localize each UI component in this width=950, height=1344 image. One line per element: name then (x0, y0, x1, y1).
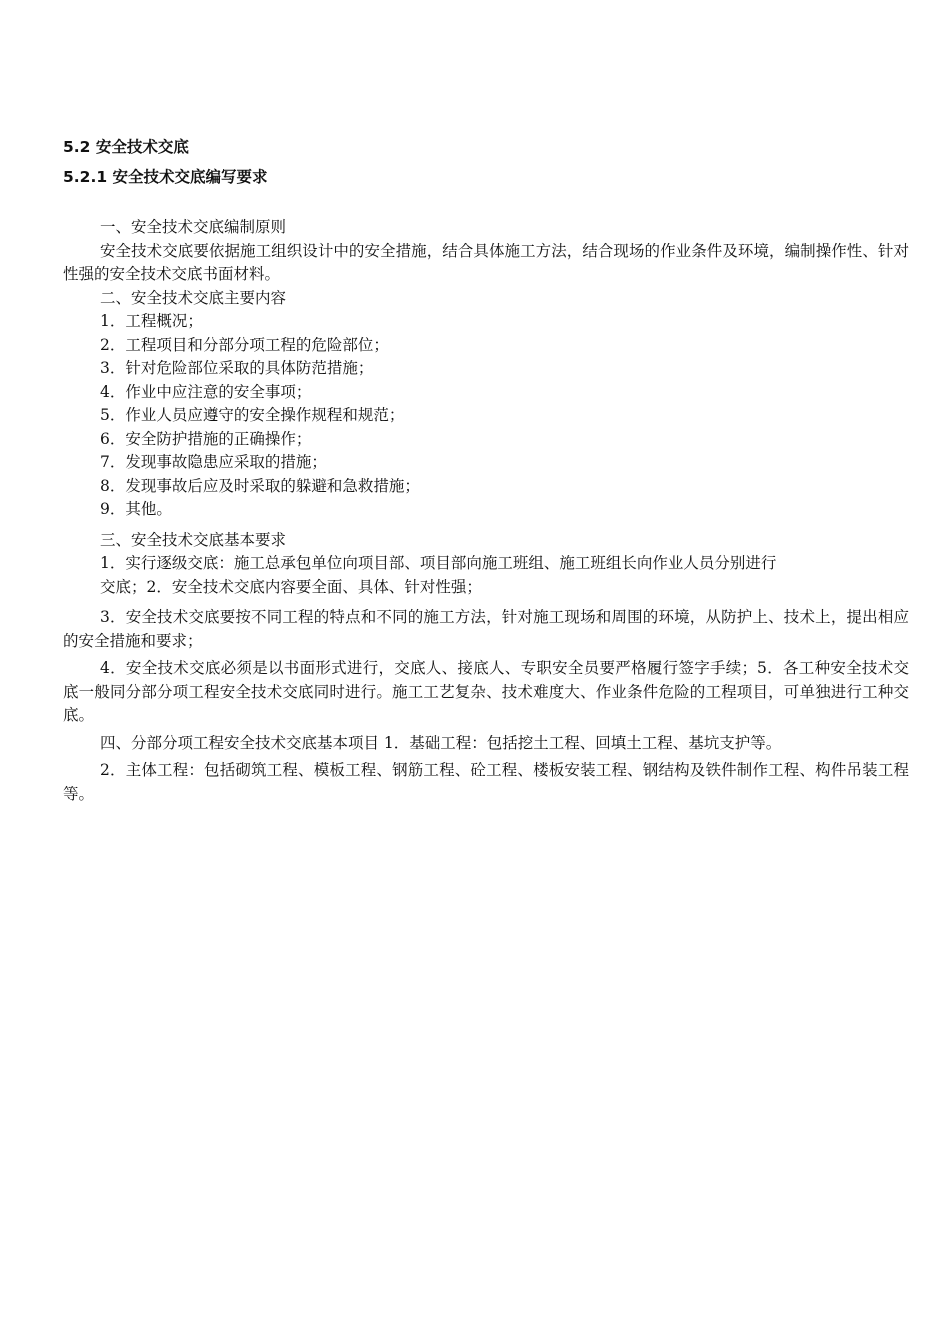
requirement-4: 4．安全技术交底必须是以书面形式进行，交底人、接底人、专职安全员要严格履行签字手续；5．各工种安全技术交底一般同分部分项工程安全技术交底同时进行。施工工艺复杂、技术难度大、作业条件危险的工程项目，可单独进行工种交底。 (63, 659, 909, 724)
list-item: 7．发现事故隐患应采取的措施； (100, 453, 327, 471)
section-4-intro: 四、分部分项工程安全技术交底基本项目 1．基础工程：包括挖土工程、回填土工程、基坑支护等。 (100, 733, 782, 752)
list-item: 5．作业人员应遵守的安全操作规程和规范； (100, 406, 405, 424)
document-body (63, 216, 909, 806)
section-1-paragraph: 安全技术交底要依据施工组织设计中的安全措施，结合具体施工方法，结合现场的作业条件及环境，编制操作性、针对性强的安全技术交底书面材料。 (63, 241, 909, 283)
section-4-item-2: 2．主体工程：包括砌筑工程、模板工程、钢筋工程、砼工程、楼板安装工程、钢结构及铁件制作工程、构件吊装工程等。 (63, 761, 909, 803)
list-item: 6．安全防护措施的正确操作； (100, 429, 312, 448)
section-heading: 5.2 安全技术交底 (63, 138, 189, 156)
list-item: 2．工程项目和分部分项工程的危险部位； (100, 335, 389, 354)
list-item: 4．作业中应注意的安全事项； (100, 382, 312, 401)
section-3-title: 三、安全技术交底基本要求 (100, 530, 287, 549)
requirement-1-line-2: 交底；2．安全技术交底内容要全面、具体、针对性强； (100, 577, 482, 596)
section-2-title: 二、安全技术交底主要内容 (100, 288, 287, 307)
list-item: 9．其他。 (100, 500, 172, 518)
section-2-list (63, 310, 909, 522)
section-1-title: 一、安全技术交底编制原则 (100, 218, 287, 236)
list-item: 8．发现事故后应及时采取的躲避和急救措施； (100, 476, 420, 495)
subsection-heading: 5.2.1 安全技术交底编写要求 (63, 168, 268, 186)
requirement-1-line-1: 1．实行逐级交底：施工总承包单位向项目部、项目部向施工班组、施工班组长向作业人员分别进行 (100, 554, 777, 572)
list-item: 1．工程概况； (100, 312, 203, 330)
list-item: 3．针对危险部位采取的具体防范措施； (100, 359, 374, 377)
requirement-3: 3．安全技术交底要按不同工程的特点和不同的施工方法，针对施工现场和周围的环境，从防护上、技术上，提出相应的安全措施和要求； (63, 608, 909, 650)
